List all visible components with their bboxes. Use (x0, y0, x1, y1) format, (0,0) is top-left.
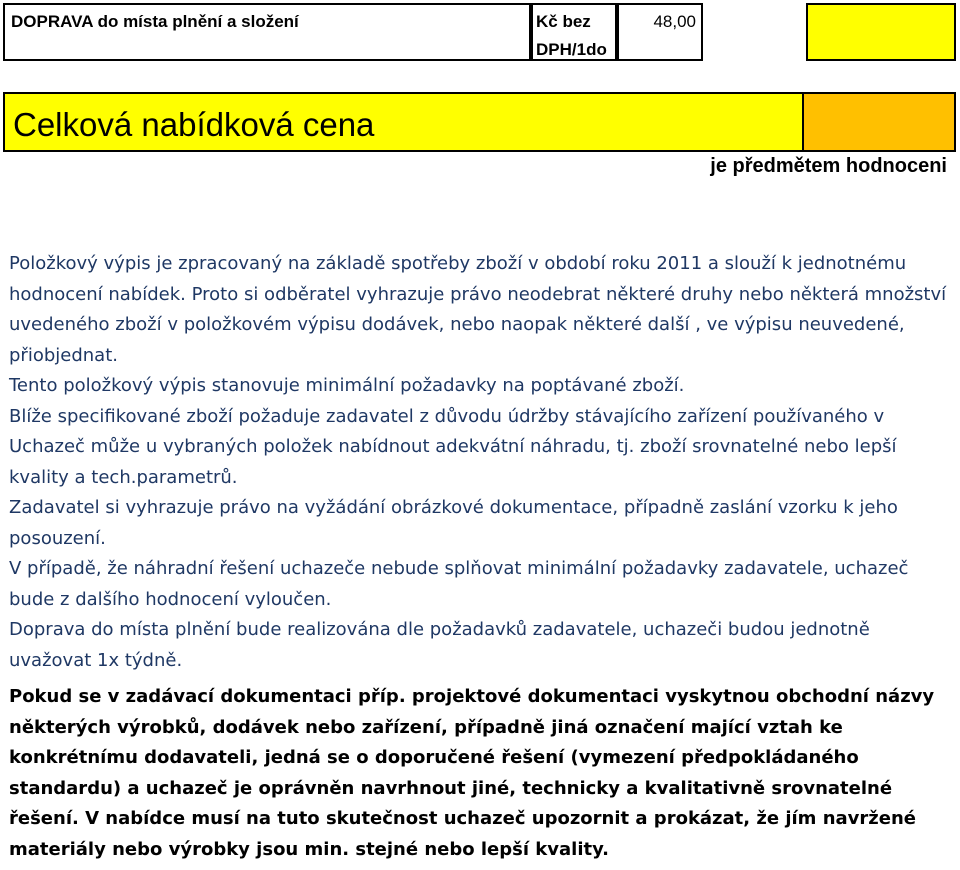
unit-label: Kč bez DPH/1do (536, 12, 607, 59)
total-price-label-cell (3, 92, 802, 152)
paragraph: Položkový výpis je zpracovaný na základě spotřeby zboží v období roku 2011 a slouží k jednotnému hodnocení nabídek. Proto si odběratel vyhrazuje právo neodebrat některé druhy nebo některá množství uvedeného zboží v položkovém výpisu dodávek, nebo naopak některé další , ve výpisu neuvedené, přiobjednat. (9, 253, 947, 366)
total-price-label: Celková nabídková cena (13, 106, 375, 143)
unit-value: 48,00 (653, 12, 696, 31)
total-price-value-cell[interactable] (802, 92, 956, 152)
paragraph: Zadavatel si vyhrazuje právo na vyžádání obrázkové dokumentace, případně zaslání vzorku k jeho posouzení. (9, 497, 898, 549)
paragraph: Blíže specifikované zboží požaduje zadavatel z důvodu údržby stávajícího zařízení používaného v Uchazeč může u vybraných položek nabídnout adekvátní náhradu, tj. zboží srovnatelné nebo lepší kvality a tech.parametrů. (9, 405, 897, 488)
evaluation-note: je předmětem hodnoceni (710, 155, 947, 177)
paragraph: Doprava do místa plnění bude realizována dle požadavků zadavatele, uchazeči budou jednotně uvažovat 1x týdně. (9, 619, 870, 671)
unit-label-cell (531, 3, 617, 61)
bold-paragraph: Pokud se v zadávací dokumentaci příp. projektové dokumentaci vyskytnou obchodní názvy některých výrobků, dodávek nebo zařízení, případně jiná označení mající vztah ke konkrétnímu dodavateli, jedná se o doporučené řešení (vymezení předpokládaného standardu) a uchazeč je oprávněn navrhnout jiné, technicky a kvalitativně srovnatelné řešení. V nabídce musí na tuto skutečnost uchazeč upozornit a prokázat, že jím navržené materiály nebo výrobky jsou min. stejné nebo lepší kvality. (9, 686, 935, 860)
unit-value-cell[interactable] (617, 3, 703, 61)
conditions-text (9, 249, 954, 865)
transport-label-cell (3, 3, 531, 61)
paragraph: Tento položkový výpis stanovuje minimální požadavky na poptávané zboží. (9, 375, 685, 396)
unit-input-cell[interactable] (806, 3, 956, 61)
paragraph: V případě, že náhradní řešení uchazeče nebude splňovat minimální požadavky zadavatele, uchazeč bude z dalšího hodnocení vyloučen. (9, 558, 909, 610)
transport-label: DOPRAVA do místa plnění a složení (11, 12, 299, 31)
